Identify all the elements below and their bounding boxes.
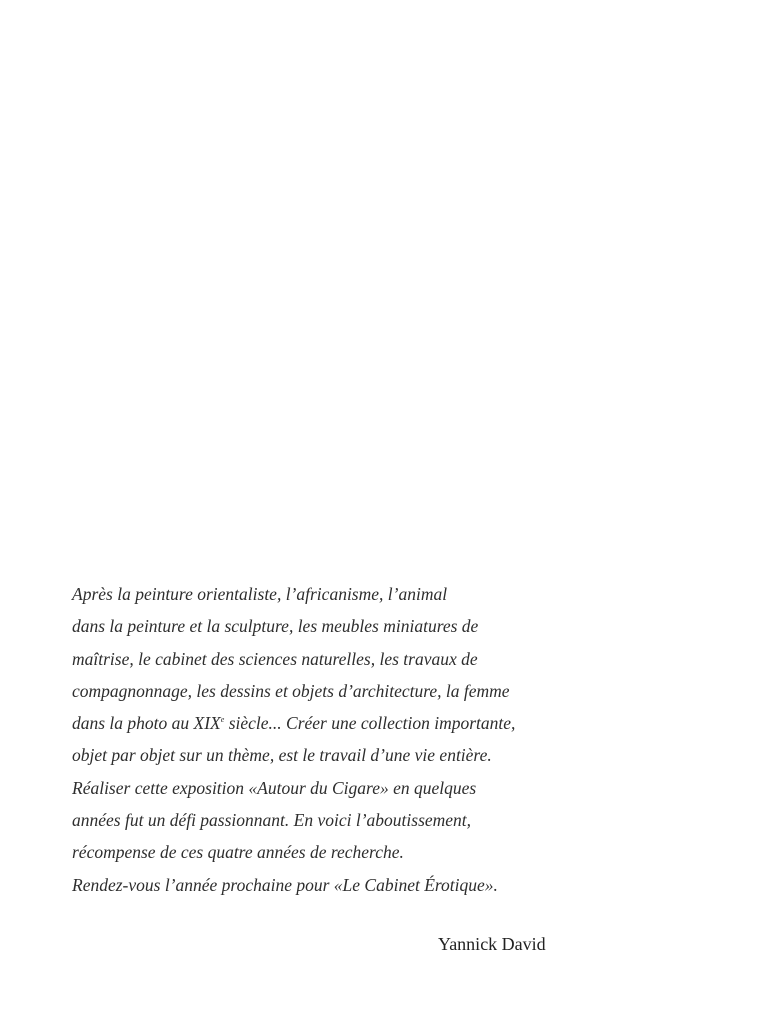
text-segment: siècle... Créer une collection importante, — [224, 713, 516, 734]
text-line: années fut un défi passionnant. En voici l’aboutissement, — [72, 810, 472, 831]
text-line: Réaliser cette exposition «Autour du Cigare» en quelques — [72, 777, 477, 798]
author-signature: Yannick David — [438, 934, 546, 954]
body-text — [72, 578, 592, 901]
superscript: e — [220, 715, 225, 725]
text-segment: dans la photo au XIX — [72, 713, 221, 734]
text-line: dans la peinture et la sculpture, les meubles miniatures de — [72, 616, 479, 637]
text-line: récompense de ces quatre années de recherche. — [72, 842, 404, 863]
text-line: Rendez-vous l’année prochaine pour «Le Cabinet Érotique». — [72, 874, 498, 895]
text-line — [72, 707, 592, 739]
text-line: compagnonnage, les dessins et objets d’architecture, la femme — [72, 680, 510, 701]
text-line: Après la peinture orientaliste, l’africanisme, l’animal — [72, 584, 448, 604]
text-line: objet par objet sur un thème, est le travail d’une vie entière. — [72, 745, 492, 766]
text-line: maîtrise, le cabinet des sciences naturelles, les travaux de — [72, 648, 478, 669]
